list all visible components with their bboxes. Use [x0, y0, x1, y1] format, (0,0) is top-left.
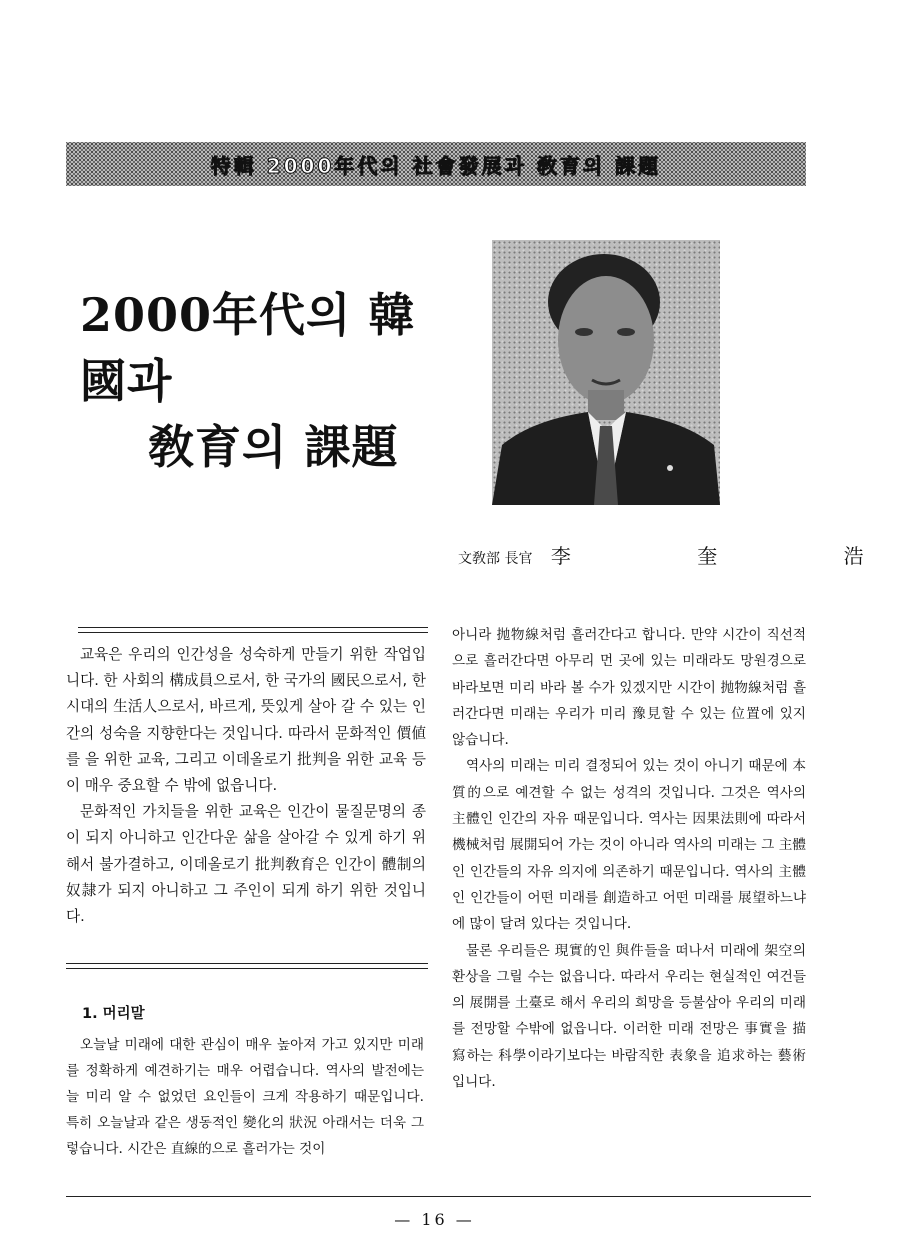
article-title	[80, 282, 460, 480]
abstract-bottom-rule-2	[66, 968, 428, 969]
abstract-box	[66, 642, 426, 930]
right-column	[452, 622, 806, 1095]
body-paragraph: 역사의 미래는 미리 결정되어 있는 것이 아니기 때문에 本質的으로 예견할 수 없는 성격의 것입니다. 그것은 역사의 主體인 인간의 자유 때문입니다. 역사는 因果法則에 따라서 機械처럼 展開되어 가는 것이 아니라 역사의 미래는 그 主體인 인간들의 자유 의지에 의존하기 때문입니다. 역사의 主體인 인간들이 어떤 미래를 創造하고 어떤 미래를 展望하느냐에 많이 달려 있다는 것입니다.	[452, 758, 806, 933]
footer-rule	[66, 1196, 811, 1197]
feature-banner	[66, 142, 806, 186]
left-column	[66, 1032, 424, 1162]
banner-text: 特輯 2000年代의 社會發展과 敎育의 課題	[210, 153, 662, 178]
body-paragraph: 물론 우리들은 現實的인 與件들을 떠나서 미래에 架空의 환상을 그릴 수는 없읍니다. 따라서 우리는 현실적인 여건들의 展開를 土臺로 해서 우리의 희망을 등불삼아 우리의 미래를 전망할 수밖에 없읍니다. 이러한 미래 전망은 事實을 描寫하는 科學이라기보다는 바람직한 表象을 追求하는 藝術입니다.	[452, 942, 806, 1091]
portrait-illustration	[492, 240, 720, 505]
body-paragraph: 오늘날 미래에 대한 관심이 매우 높아져 가고 있지만 미래를 정확하게 예견하기는 매우 어렵습니다. 역사의 발전에는 늘 미리 알 수 없었던 요인들이 크게 작용하기 때문입니다. 특히 오늘날과 같은 생동적인 變化의 狀況 아래서는 더욱 그렇습니다. 시간은 直線的으로 흘러가는 것이	[66, 1037, 424, 1157]
title-line-1: 2000年代의 韓國과	[80, 288, 416, 408]
abstract-top-rule	[78, 627, 428, 628]
section-heading: 1. 머리말	[82, 1006, 145, 1022]
page-number: — 16 —	[394, 1210, 475, 1229]
abstract-bottom-rule	[66, 963, 428, 964]
author-position: 文敎部 長官	[458, 551, 533, 567]
author-byline	[458, 540, 924, 569]
abstract-paragraph: 교육은 우리의 인간성을 성숙하게 만들기 위한 작업입니다. 한 사회의 構成員으로서, 한 국가의 國民으로서, 한 시대의 生活人으로서, 바르게, 뜻있게 살아 갈 수 있는 인간의 성숙을 지향한다는 것입니다. 따라서 문화적인 價値를 을 위한 교육, 그리고 이데올로기 批判을 위한 교육 등이 매우 중요할 수 밖에 없읍니다.	[66, 646, 426, 795]
author-name: 李 奎 浩	[550, 544, 924, 568]
author-portrait	[492, 240, 720, 505]
title-line-2: 敎育의 課題	[148, 420, 399, 474]
abstract-top-rule-2	[78, 632, 428, 633]
abstract-paragraph: 문화적인 가치들을 위한 교육은 인간이 물질문명의 종이 되지 아니하고 인간다운 삶을 살아갈 수 있게 하기 위해서 불가결하고, 이데올로기 批判敎育은 인간이 體制의 奴隷가 되지 아니하고 그 주인이 되게 하기 위한 것입니다.	[66, 803, 426, 926]
body-paragraph: 아니라 抛物線처럼 흘러간다고 합니다. 만약 시간이 직선적으로 흘러간다면 아무리 먼 곳에 있는 미래라도 망원경으로 바라보면 미리 바라 볼 수가 있겠지만 시간이 抛物線처럼 흘러간다면 미래는 우리가 미리 豫見할 수 있는 位置에 있지 않습니다.	[452, 627, 806, 749]
